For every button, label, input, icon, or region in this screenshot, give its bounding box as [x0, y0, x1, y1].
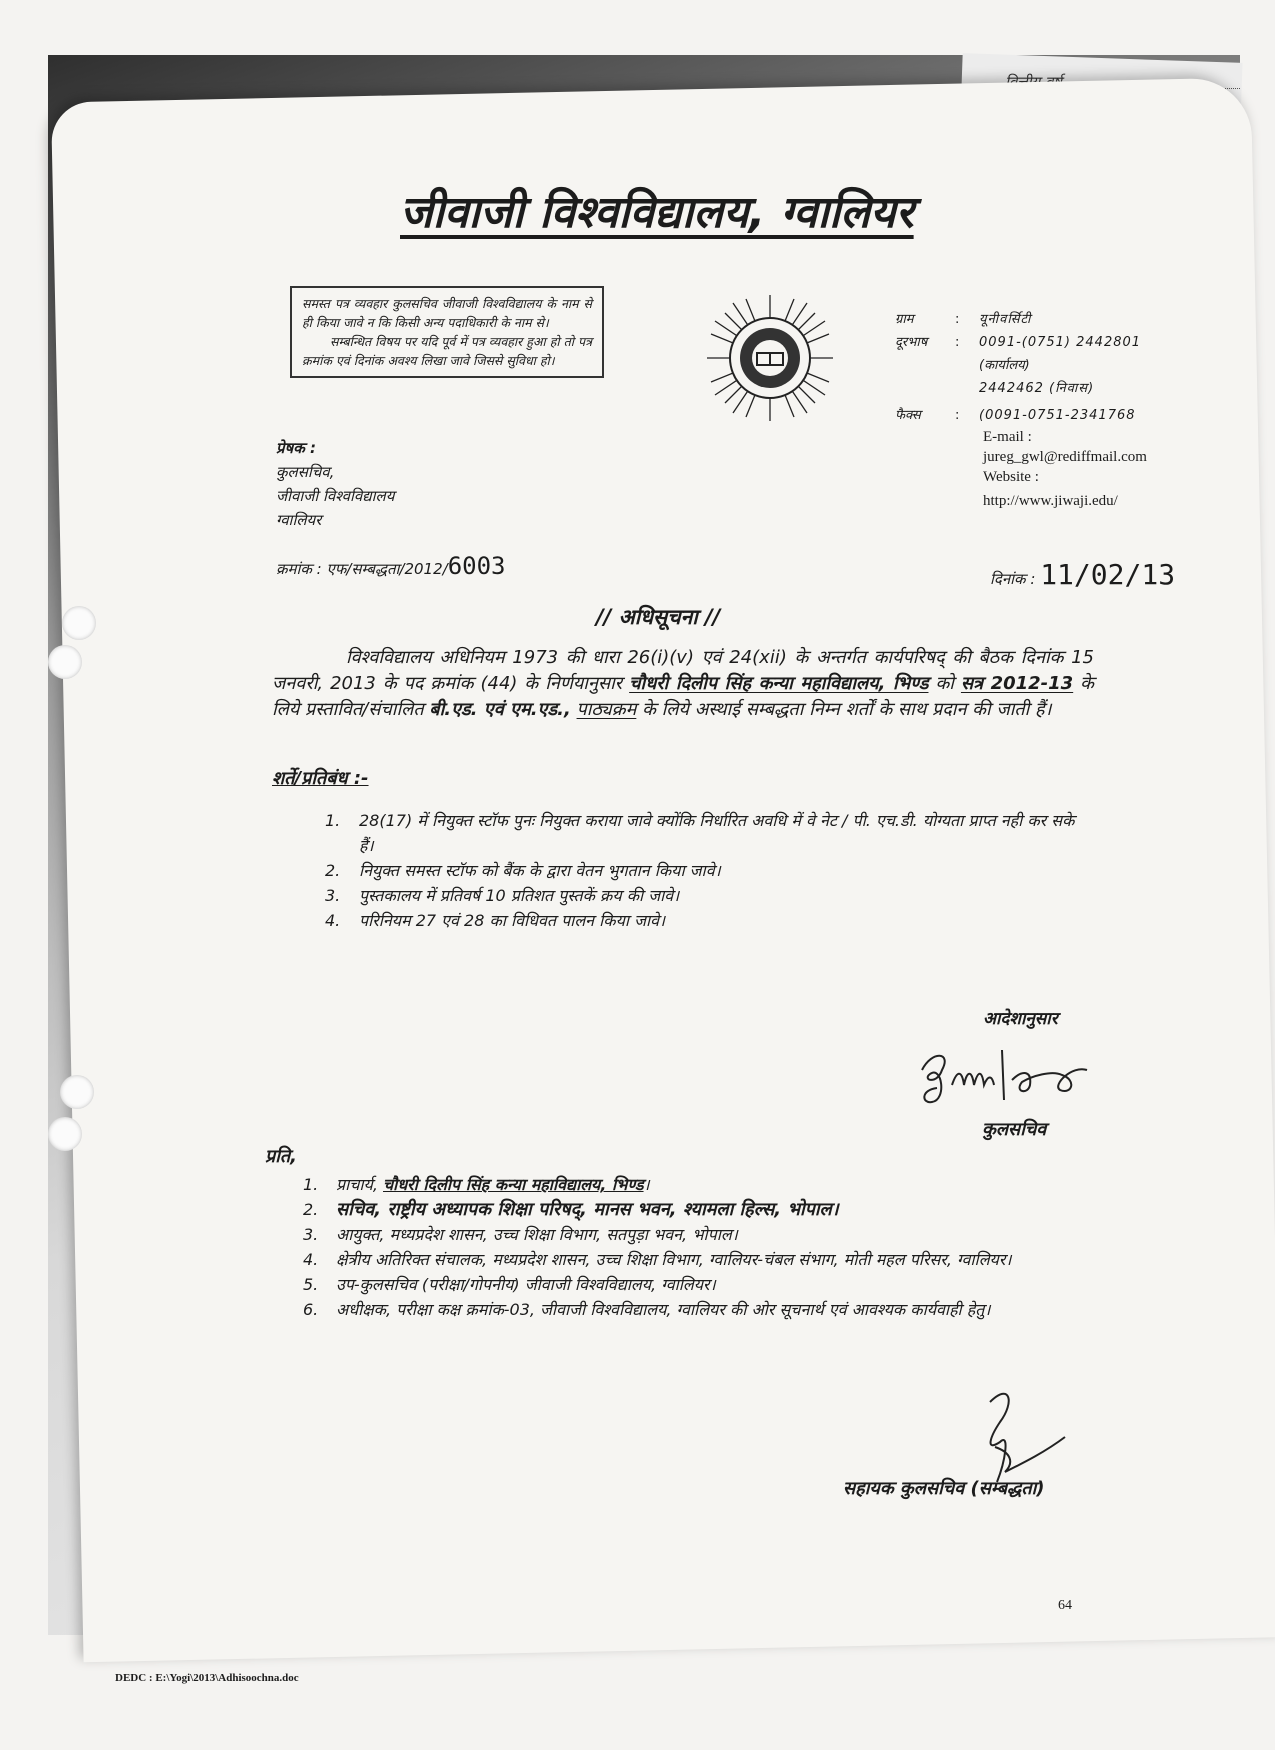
order-label: आदेशानुसार: [983, 1009, 1058, 1029]
punch-hole: [60, 1075, 94, 1109]
date-label: दिनांक :: [990, 570, 1036, 588]
registrar-signature: [912, 1040, 1102, 1120]
conditions-list: [325, 808, 1093, 933]
assistant-registrar-title: सहायक कुलसचिव (सम्बद्धता): [843, 1478, 1045, 1499]
courses: बी.एड. एवं एम.एड.,: [429, 699, 571, 720]
gram-value: यूनीवर्सिटी: [979, 312, 1032, 327]
phone-office: 0091-(0751) 2442801: [979, 335, 1142, 350]
distribution-item: 3. आयुक्त, मध्यप्रदेश शासन, उच्च शिक्षा विभाग, सतपुड़ा भवन, भोपाल।: [303, 1225, 738, 1244]
sender-label: प्रेषक :: [276, 439, 316, 457]
condition-item: 1. 28(17) में नियुक्त स्टॉफ पुनः नियुक्त कराया जावे क्योंकि निर्धारित अवधि में वे नेट / पी. एच.डी. योग्यता प्राप्त नही कर सके हैं।: [325, 811, 1075, 855]
website-label: Website :: [983, 469, 1039, 485]
website-value: http://www.jiwaji.edu/: [983, 493, 1118, 509]
reference-prefix: क्रमांक : एफ/सम्बद्धता/2012/: [276, 560, 448, 578]
distribution-list: [303, 1172, 1083, 1322]
body-text: के लिये प्रस्तावित/संचालित: [272, 673, 1094, 720]
copy-to-label: प्रति,: [265, 1146, 298, 1167]
sender-line: जीवाजी विश्वविद्यालय: [276, 487, 395, 505]
date-handwritten: 11/02/13: [1040, 558, 1176, 591]
sender-line: कुलसचिव,: [276, 463, 335, 481]
university-title: जीवाजी विश्वविद्यालय, ग्वालियर: [400, 187, 914, 238]
letter-date: [990, 558, 1175, 591]
fax-value: (0091-0751-2341768: [979, 408, 1136, 423]
notice-heading: // अधिसूचना //: [596, 605, 721, 629]
correspondence-notice-box: [290, 286, 604, 378]
sender-block: [276, 436, 394, 532]
phone-office-note: (कार्यालय): [979, 358, 1030, 373]
reference-handwritten: 6003: [447, 552, 506, 580]
college-name: चौधरी दिलीप सिंह कन्या महाविद्यालय, भिण्ड: [629, 673, 929, 694]
phone-label: दूरभाष: [895, 335, 928, 350]
punch-hole: [48, 645, 82, 679]
distribution-item: 1. प्राचार्य, चौधरी दिलीप सिंह कन्या महाविद्यालय, भिण्ड।: [303, 1175, 650, 1194]
distribution-item: 5. उप-कुलसचिव (परीक्षा/गोपनीय) जीवाजी विश्वविद्यालय, ग्वालियर।: [303, 1275, 716, 1294]
gram-label: ग्राम: [895, 312, 914, 327]
sender-line: ग्वालियर: [276, 511, 322, 529]
notice-line: सम्बन्धित विषय पर यदि पूर्व में पत्र व्यवहार हुआ हो तो पत्र क्रमांक एवं दिनांक अवश्य लिखा जावे जिससे सुविधा हो।: [302, 334, 592, 368]
registrar-title: कुलसचिव: [982, 1119, 1047, 1140]
body-text: के लिये अस्थाई सम्बद्धता निम्न शर्तों के साथ प्रदान की जाती हैं।: [636, 699, 1052, 720]
body-text: विश्वविद्यालय अधिनियम 1973 की धारा 26(i)(v) एवं 24(xii) के अन्तर्गत कार्यपरिषद् की बैठक दिनांक 15 जनवरी, 2013 के पद क्रमांक (44) के निर्णयानुसार: [272, 647, 1094, 694]
distribution-item: 4. क्षेत्रीय अतिरिक्त संचालक, मध्यप्रदेश शासन, उच्च शिक्षा विभाग, ग्वालियर-चंबल संभाग, मोती महल परिसर, ग्वालियर।: [303, 1250, 1012, 1269]
distribution-item: 6. अधीक्षक, परीक्षा कक्ष क्रमांक-03, जीवाजी विश्वविद्यालय, ग्वालियर की ओर सूचनार्थ एवं आवश्यक कार्यवाही हेतु।: [303, 1300, 991, 1319]
body-text: को: [928, 673, 961, 694]
conditions-heading: शर्ते/प्रतिबंध :-: [272, 768, 369, 789]
university-seal-icon: [705, 293, 835, 423]
page-number: 64: [1058, 1598, 1072, 1613]
email-value: jureg_gwl@rediffmail.com: [983, 449, 1147, 465]
file-path-footer: DEDC : E:\Yogi\2013\Adhisoochna.doc: [115, 1672, 299, 1684]
course-word: पाठ्यक्रम: [576, 699, 637, 720]
condition-item: 4. परिनियम 27 एवं 28 का विधिवत पालन किया जावे।: [325, 911, 666, 930]
condition-item: 3. पुस्तकालय में प्रतिवर्ष 10 प्रतिशत पुस्तकें क्रय की जावे।: [325, 886, 680, 905]
email-label: E-mail :: [983, 429, 1032, 445]
session: सत्र 2012-13: [960, 673, 1074, 694]
fax-label: फैक्स: [895, 408, 921, 423]
punch-hole: [62, 606, 96, 640]
reference-number: [276, 552, 505, 580]
phone-residence: 2442462 (निवास): [979, 381, 1095, 396]
notice-body: [272, 645, 1094, 723]
punch-hole: [48, 1117, 82, 1151]
contact-block: ग्राम : यूनीवर्सिटी दूरभाष : 0091-(0751) 2442801 (कार्यालय) 2442462 (निवास) फैक्स : (0091-0751-2341768 E-mail : jureg_gwl@rediffmail.com Website : http://www.jiwaji.edu/: [895, 308, 1147, 511]
notice-line: समस्त पत्र व्यवहार कुलसचिव जीवाजी विश्वविद्यालय के नाम से ही किया जावे न कि किसी अन्य पदाधिकारी के नाम से।: [302, 296, 592, 330]
distribution-item: 2. सचिव, राष्ट्रीय अध्यापक शिक्षा परिषद्, मानस भवन, श्यामला हिल्स, भोपाल।: [303, 1199, 839, 1220]
condition-item: 2. नियुक्त समस्त स्टॉफ को बैंक के द्वारा वेतन भुगतान किया जावे।: [325, 861, 721, 880]
